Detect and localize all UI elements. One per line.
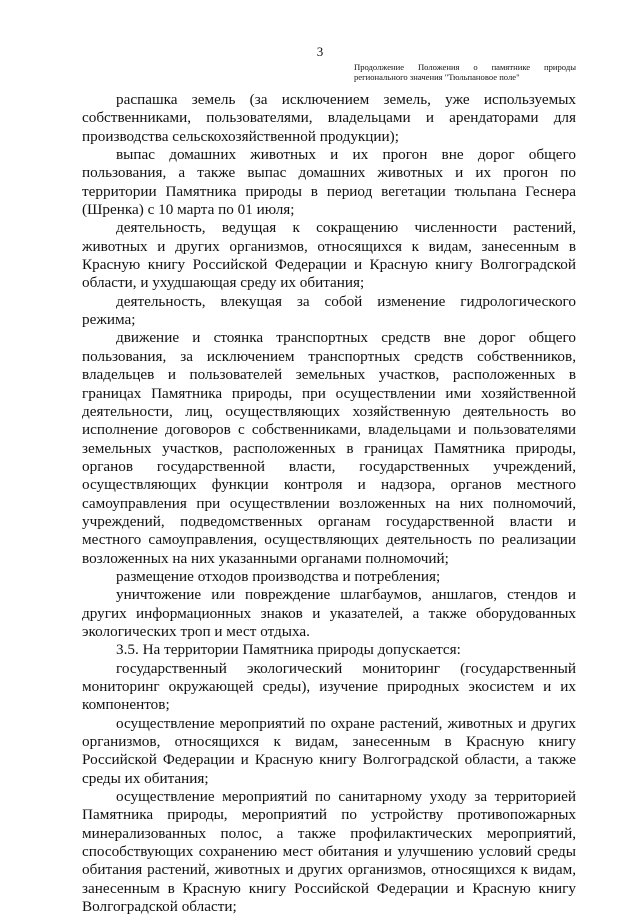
page-number: 3: [316, 44, 324, 59]
paragraph: осуществление мероприятий по охране растений, животных и других организмов, относящихся к видам, занесенным в Красную книгу Российской Федерации и Красную книгу Волгоградской области, а также среды их обитания;: [82, 714, 576, 787]
paragraph: размещение отходов производства и потребления;: [116, 567, 441, 585]
paragraph: осуществление мероприятий по санитарному уходу за территорией Памятника природы, мероприятий по устройству противопожарных минерализованных полос, а также профилактических мероприятий, способствующих сохранению мест обитания и улучшению условий среды обитания растений, животных и других организмов, относящихся к видам, занесенным в Красную книгу Российской Федерации и Красную книгу Волгоградской области;: [82, 788, 576, 916]
paragraph: уничтожение или повреждение шлагбаумов, аншлагов, стендов и других информационных знаков и указателей, а также оборудованных экологических троп и мест отдыха.: [82, 586, 576, 640]
paragraph: выпас домашних животных и их прогон вне дорог общего пользования, а также выпас домашних животных и их прогон по территории Памятника природы в период вегетации тюльпана Геснера (Шренка) с 10 марта по 01 июля;: [82, 146, 576, 219]
header-note: Продолжение Положения о памятнике природы регионального значения "Тюльпановое поле": [354, 62, 576, 82]
paragraph: движение и стоянка транспортных средств вне дорог общего пользования, за исключением транспортных средств собственников, владельцев и пользователей земельных участков, расположенных в границах Памятника природы, при осуществлении ими хозяйственной деятельности, лиц, осуществляющих хозяйственную деятельность во исполнение договоров с собственниками, владельцами и пользователями земельных участков, расположенных в границах Памятника природы, органов государственной власти, государственных учреждений, осуществляющих функции контроля и надзора, органов местного самоуправления при осуществлении возложенных на них полномочий, учреждений, подведомственных органам государственной власти и местного самоуправления, осуществляющих деятельность по реализации возложенных на них указанными органами полномочий;: [82, 329, 576, 567]
paragraph: деятельность, влекущая за собой изменение гидрологического режима;: [82, 292, 576, 329]
paragraph: государственный экологический мониторинг (государственный мониторинг окружающей среды), изучение природных экосистем и их компонентов;: [82, 659, 576, 714]
paragraph: распашка земель (за исключением земель, уже используемых собственниками, пользователями, владельцами и арендаторами для производства сельскохозяйственной продукции);: [82, 91, 576, 145]
section-heading: 3.5. На территории Памятника природы допускается:: [116, 641, 461, 659]
paragraph: деятельность, ведущая к сокращению численности растений, животных и других организмов, относящихся к видам, занесенным в Красную книгу Российской Федерации и Красную книгу Волгоградской области, и ухудшающая среду их обитания;: [82, 219, 576, 292]
document-body: [82, 91, 576, 916]
